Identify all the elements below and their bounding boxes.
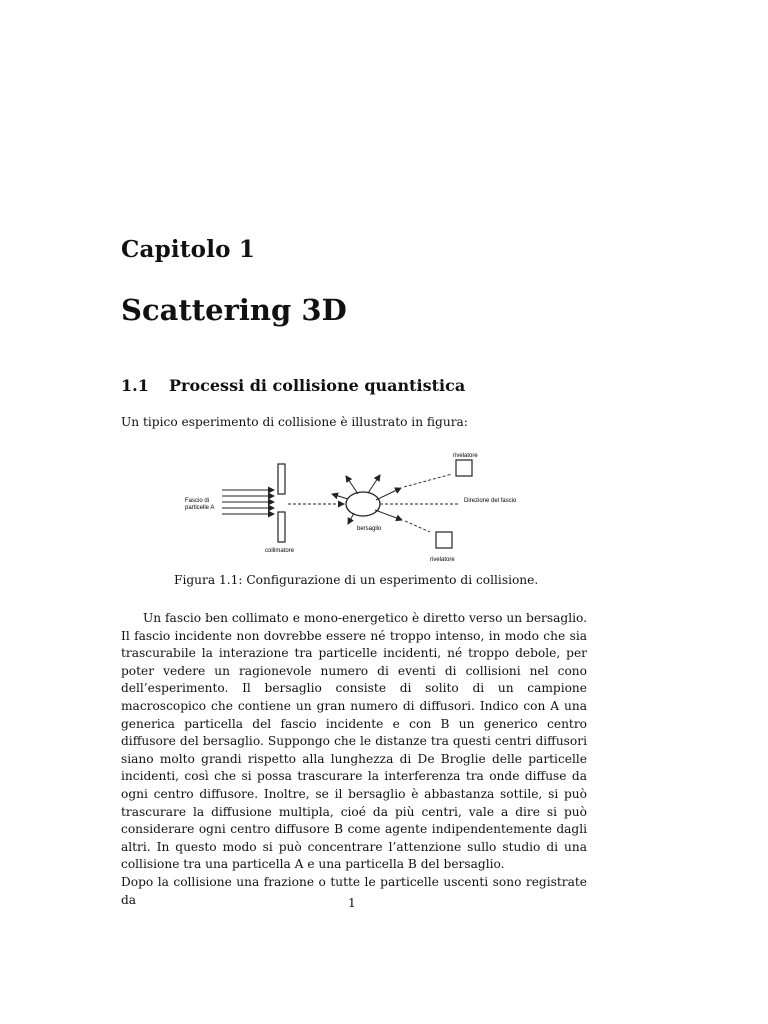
body-text — [121, 610, 587, 909]
figure-caption: Figura 1.1: Configurazione di un esperimento di collisione. — [174, 573, 539, 587]
detector-bottom-box — [436, 532, 452, 548]
intro-sentence: Un tipico esperimento di collisione è illustrato in figura: — [121, 415, 468, 429]
path-to-bottom-detector — [405, 521, 430, 532]
collimator-upper-slit — [278, 464, 285, 494]
section-title: Processi di collisione quantistica — [169, 376, 466, 395]
detector-top-box — [456, 460, 472, 476]
beam-direction-label: Direzione del fascio — [464, 498, 517, 504]
detector-top-label: rivelatore — [453, 453, 478, 459]
chapter-label: Capitolo 1 — [121, 236, 256, 263]
section-number: 1.1 — [121, 376, 149, 395]
page-number: 1 — [348, 896, 356, 910]
scattering-figure — [170, 448, 550, 568]
body-paragraph: Un fascio ben collimato e mono-energetico è diretto verso un bersaglio. Il fascio incidente non dovrebbe essere né troppo intenso, in modo che sia trascurabile la interazione tra particelle incidenti, né troppo debole, per poter vedere un ragionevole numero di eventi di collisioni nel cono dell’esperimento. Il bersaglio consiste di solito di un campione macroscopico che contiene un gran numero di diffusori. Indico con A una generica particella del fascio incidente e con B un generico centro diffusore del bersaglio. Suppongo che le distanze tra questi centri diffusori siano molto grandi rispetto alla lunghezza di De Broglie delle particelle incidenti, così che si possa trascurare la interferenza tra onde diffuse da ogni centro diffusore. Inoltre, se il bersaglio è abbastanza sottile, si può trascurare la diffusione multipla, cioé da più centri, vale a dire si può considerare ogni centro diffusore B come agente indipendentemente dagli altri. In questo modo si può concentrare l’attenzione sullo studio di una collisione tra una particella A e una particella B del bersaglio. — [121, 611, 587, 872]
chapter-title: Scattering 3D — [121, 293, 347, 327]
detector-bottom-label: rivelatore — [430, 557, 455, 563]
section-heading — [121, 376, 465, 395]
body-paragraph: Dopo la collisione una frazione o tutte le particelle uscenti sono registrate da — [121, 874, 587, 907]
scattering-diagram — [170, 448, 550, 568]
target-label: bersaglio — [357, 526, 382, 532]
collimator-label: collimatore — [265, 548, 295, 554]
incident-beam-arrows — [222, 490, 274, 514]
target-ellipse — [346, 492, 380, 516]
beam-label-line2: particelle A — [185, 505, 215, 511]
beam-label-line1: Fascio di — [185, 498, 210, 504]
collimator-lower-slit — [278, 512, 285, 542]
path-to-top-detector — [404, 474, 452, 487]
